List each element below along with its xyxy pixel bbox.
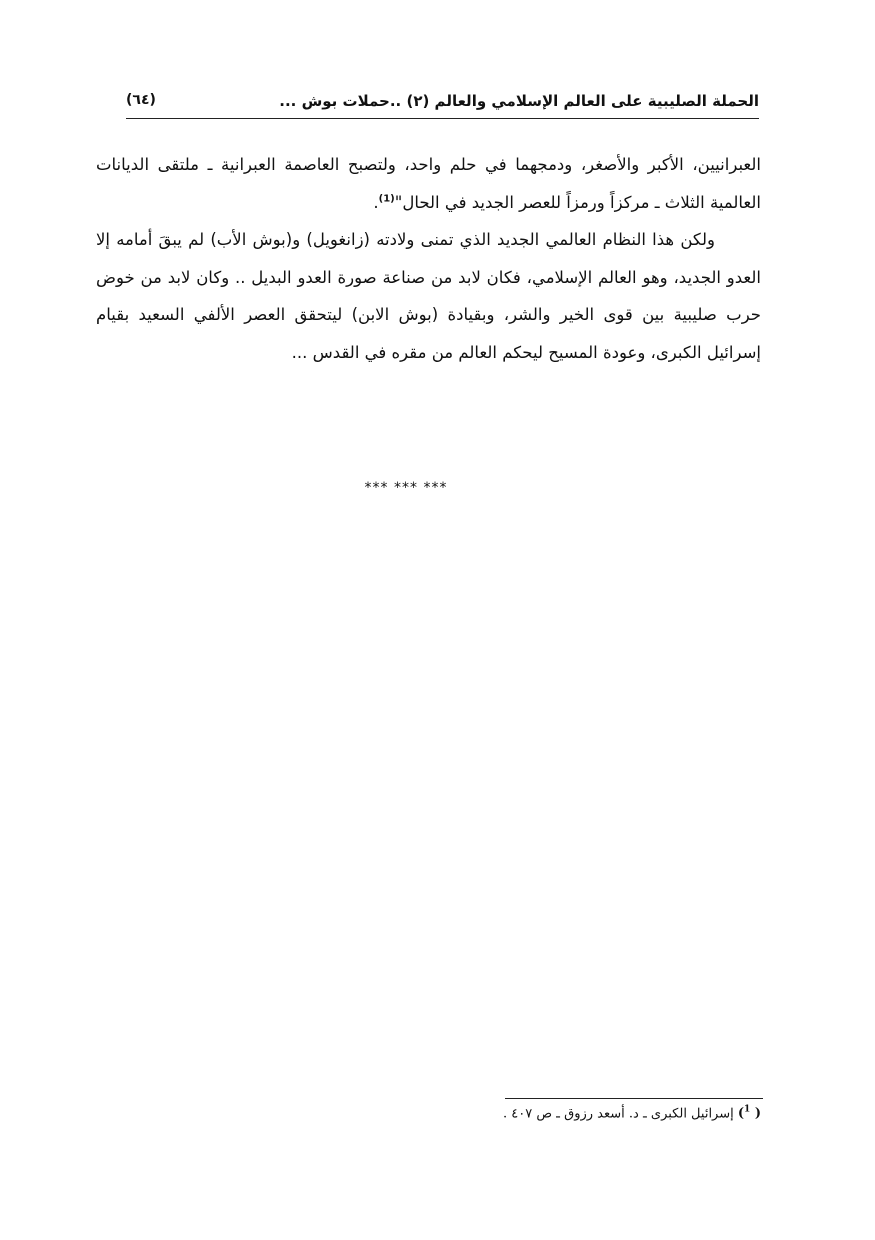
- page-header: [126, 86, 759, 119]
- running-title: الحملة الصليبية على العالم الإسلامي والعالم (٢) ..حملات بوش ...: [279, 92, 759, 110]
- footnote-text: إسرائيل الكبرى ـ د. أسعد رزوق ـ ص ٤٠٧ .: [502, 1106, 734, 1122]
- paragraph: [96, 146, 761, 221]
- paragraph-end: .: [373, 192, 379, 212]
- page-number: (٦٤): [126, 92, 156, 108]
- footnote-divider: [505, 1098, 763, 1099]
- paragraph: ولكن هذا النظام العالمي الجديد الذي تمنى ولادته (زانغويل) و(بوش الأب) لم يبقَ أمامه إلا العدو الجديد، وهو العالم الإسلامي، فكان لابد من صناعة صورة العدو البديل .. وكان لابد من خوض حرب صليبية بين قوى الخير والشر، وبقيادة (بوش الابن) ليتحقق العصر الألفي السعيد بقيام إسرائيل الكبرى، وعودة المسيح ليحكم العالم من مقره في القدس ...: [96, 230, 761, 362]
- footnote-marker-number: 1: [744, 1105, 751, 1115]
- section-separator: *** *** ***: [364, 480, 448, 496]
- footnote-marker-open: (: [754, 1106, 761, 1122]
- footnote: [380, 1105, 761, 1121]
- footnote-marker: [738, 1106, 761, 1121]
- footnote-reference: (1): [378, 193, 395, 205]
- paragraph-text: العبرانيين، الأكبر والأصغر، ودمجهما في حلم واحد، ولتصبح العاصمة العبرانية ـ ملتقى الديانات العالمية الثلاث ـ مركزاً ورمزاً للعصر الجديد في الحال": [96, 155, 761, 212]
- body-text: [96, 146, 761, 372]
- footnote-marker-close: ): [737, 1106, 745, 1122]
